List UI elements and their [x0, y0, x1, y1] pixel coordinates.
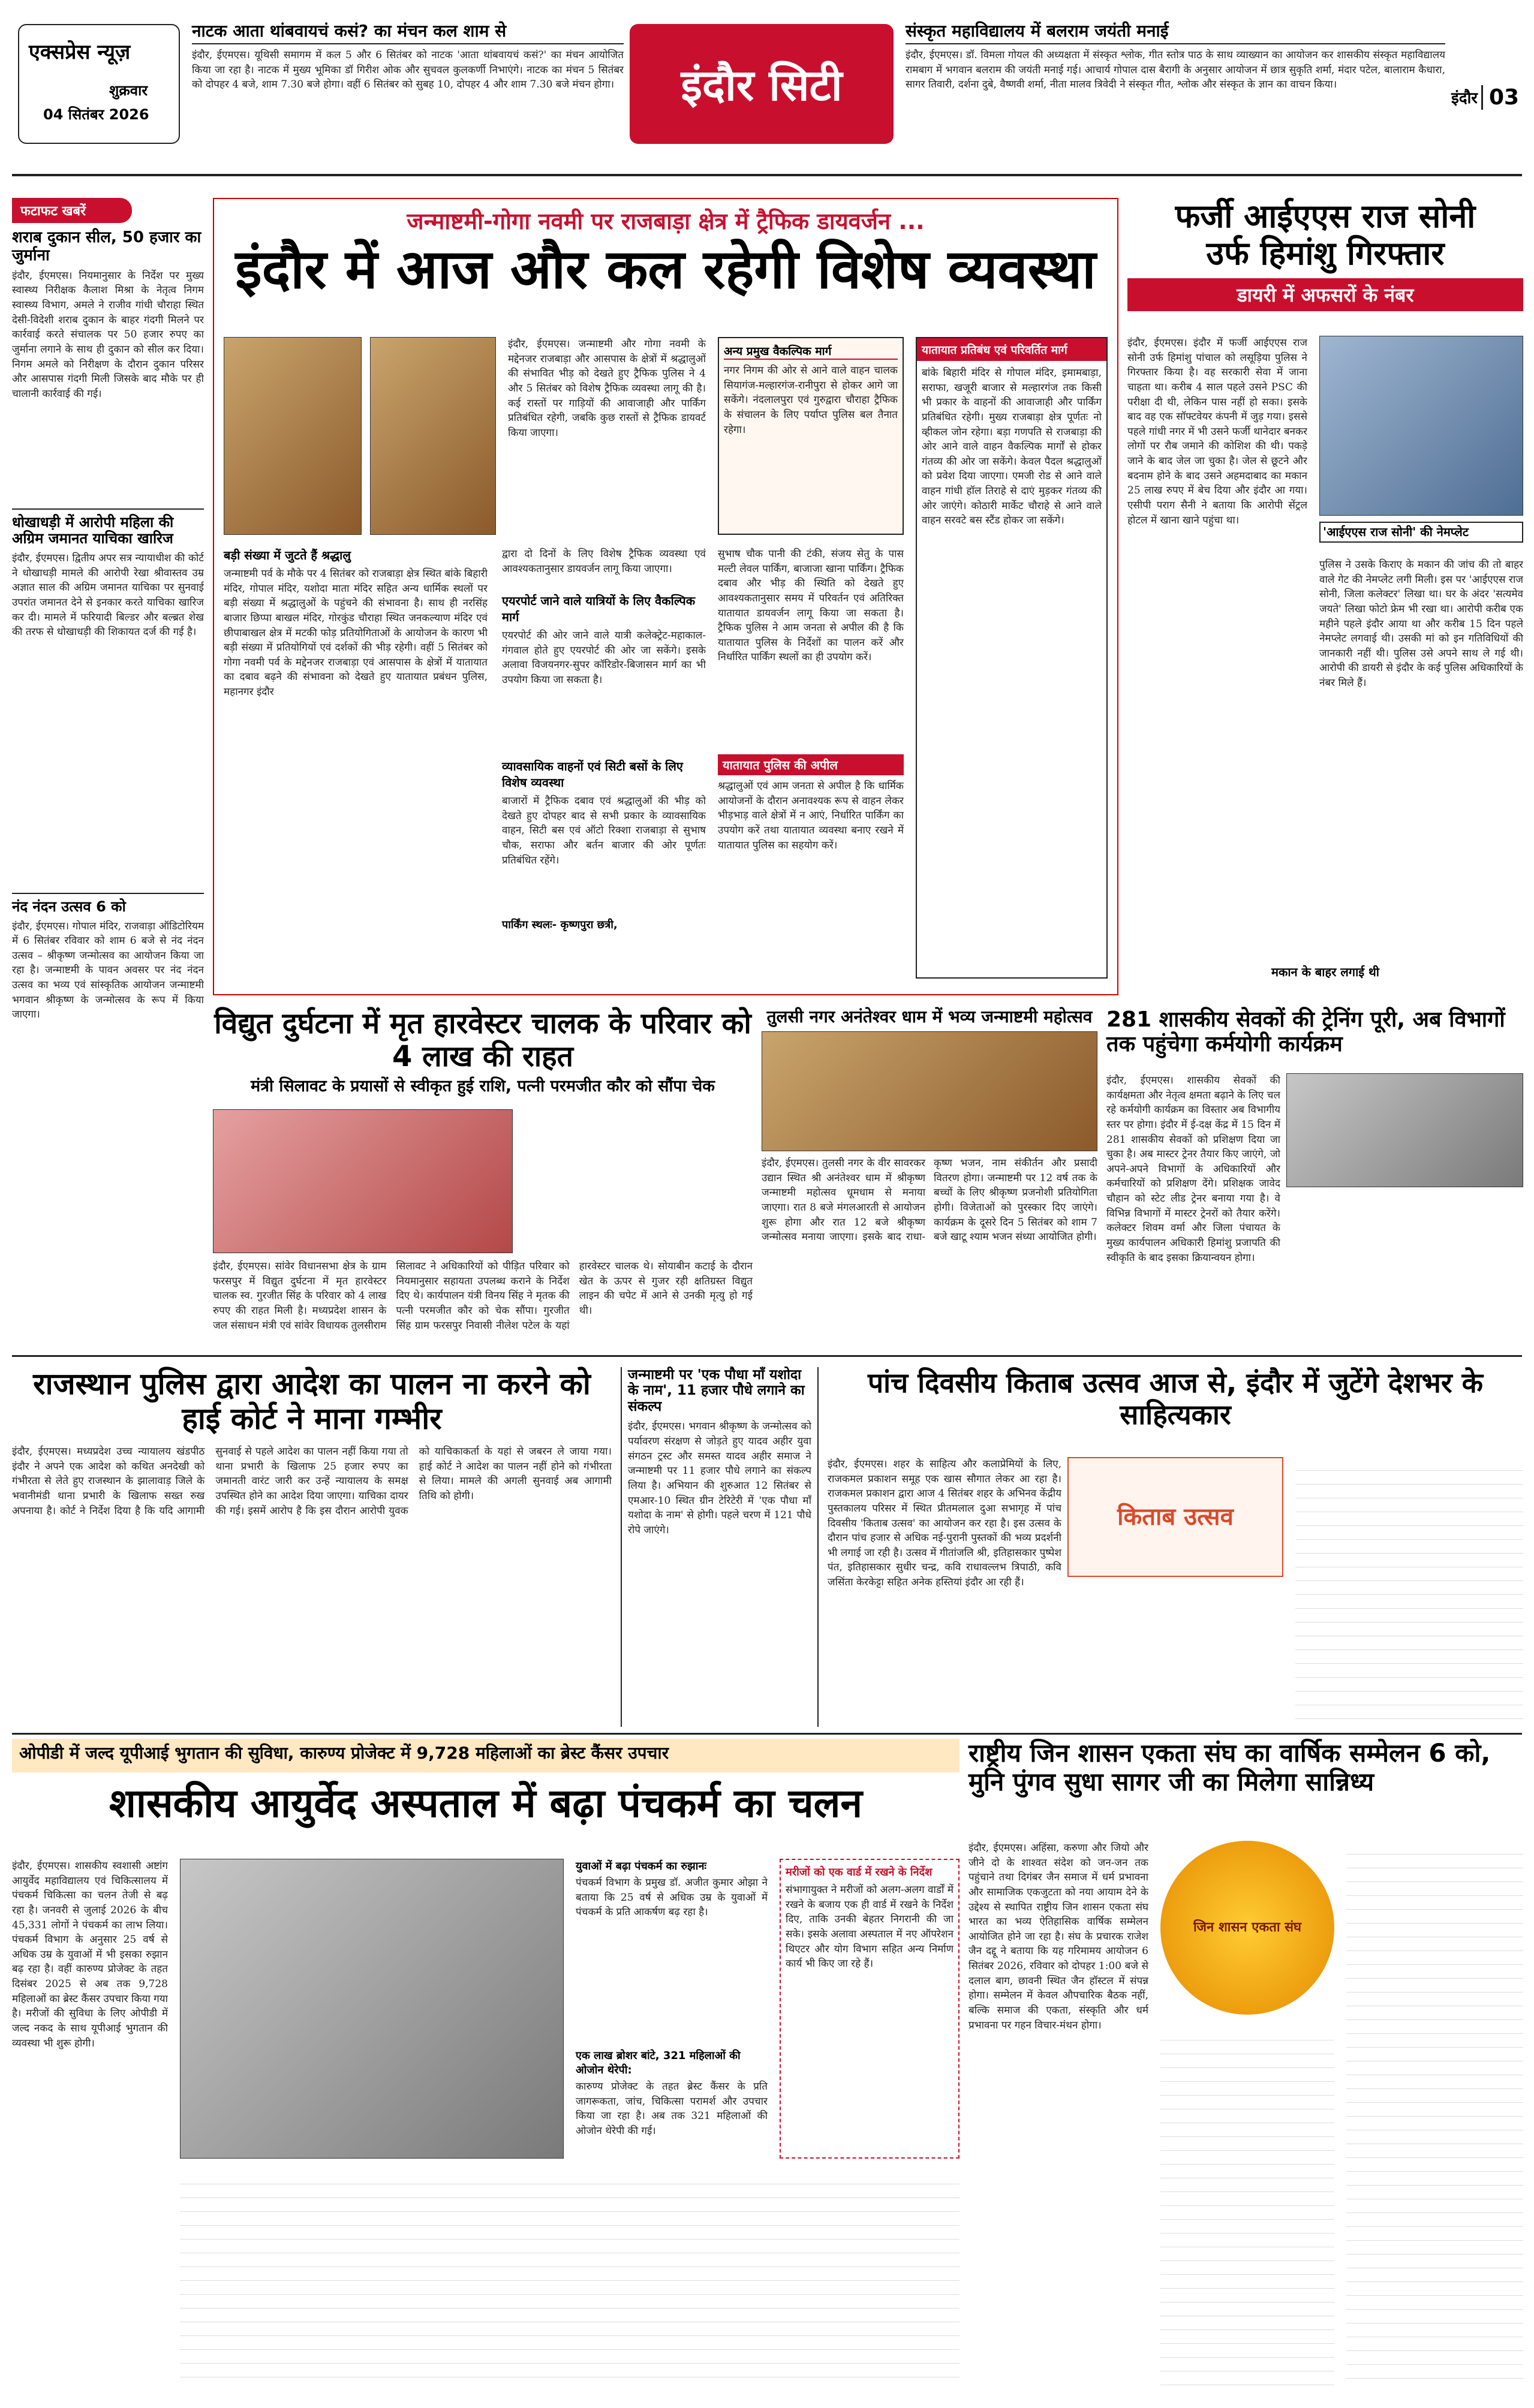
training-body: इंदौर, ईएमएस। शासकीय सेवकों की कार्यक्षमता और नेतृत्व क्षमता बढ़ाने के लिए चल रहे कर्मयोगी कार्यक्रम का विस्तार अब विभागीय स्तर पर होगा। इंदौर में ई-दक्ष केंद्र में 15 दिन में 281 शासकीय सेवकों को प्रशिक्षण दिया जा चुका है। अब मास्टर ट्रेनर तैयार किए जाएंगे, जो अपने-अपने विभागों के अधिकारियों और कर्मचारियों को प्रशिक्षण देंगे। प्रशिक्षक जावेद चौहान को स्टेट लीड ट्रेनर बनाया गया है। वे विभिन्न विभागों में मास्टर ट्रेनरों को तैयार करेंगे। कलेक्टर शिवम वर्मा और जिला पंचायत के मुख्य कार्यपालन अधिकारी हिमांशु प्रजापति की स्वीकृति के बाद इसका क्रियान्वयन होगा।	[1106, 1074, 1280, 1264]
top-left-head: नाटक आता थांबवायचं कसं? का मंचन कल शाम से	[192, 22, 624, 44]
top-left-story	[192, 22, 624, 159]
lead-body-3: द्वारा दो दिनों के लिए विशेष ट्रैफिक व्यवस्था एवं आवश्यकतानुसार डायवर्जन लागू किया जाएगा।	[502, 548, 706, 575]
ayurved-story	[12, 1739, 959, 2398]
lead-col-3	[718, 547, 904, 979]
tree-story	[621, 1367, 819, 1727]
lead-body-7: श्रद्धालुओं एवं आम जनता से अपील है कि धार्मिक आयोजनों के दौरान अनावश्यक रूप से वाहन लेकर भीड़भाड़ वाले क्षेत्रों में न आएं, निर्धारित पार्किंग का उपयोग करें तथा यातायात व्यवस्था बनाए रखने में यातायात पुलिस का सहयोग करें।	[718, 780, 904, 851]
krishna-photo	[224, 337, 362, 535]
fatafat-head: शराब दुकान सील, 50 हजार का जुर्माना	[12, 228, 201, 264]
lead-kicker: जन्माष्टमी-गोगा नवमी पर राजबाड़ा क्षेत्र में ट्रैफिक डायवर्जन ...	[407, 208, 925, 234]
lead-subhead: व्यावसायिक वाहनों एवं सिटी बसों के लिए विशेष व्यवस्था	[502, 759, 683, 790]
page-number: 03	[1481, 85, 1519, 110]
rajasthan-body: इंदौर, ईएमएस। मध्यप्रदेश उच्च न्यायालय खंडपीठ इंदौर ने अपने एक आदेश को कथित अनदेखी को गंभीरता से लेते हुए राजस्थान के झालावाड़ जिले के भवानीमंडी थाना प्रभारी के खिलाफ सख्त रुख अपनाया है। कोर्ट ने निर्देश दिया है कि यदि आगामी सुनवाई से पहले आदेश का पालन नहीं किया गया तो थाना प्रभारी के खिलाफ 25 हजार रुपए का जमानती वारंट जारी कर उन्हें न्यायालय के समक्ष उपस्थित होने का आदेश दिया जाएगा। याचिका दायर की गई। इसमें आरोप है कि इस दौरान आरोपी युवक को याचिकाकर्ता के यहां से जबरन ले जाया गया। हाई कोर्ट ने आदेश का पालन नहीं होने को गंभीरता से लिया। मामले की अगली सुनवाई अब आगामी तिथि को होगी।	[12, 1446, 612, 1517]
lead-appeal-head: यातायात पुलिस की अपील	[718, 754, 904, 775]
tulsi-story	[762, 1007, 1097, 1349]
fatafat-body: इंदौर, ईएमएस। द्वितीय अपर सत्र न्यायाधीश की कोर्ट ने धोखाधड़ी मामले की आरोपी रेखा श्रीवास्तव उम्र अज्ञात साल की अग्रिम जमानत याचिका पर सुनवाई उपरांत जमानत देने से इनकार करते याचिका खारिज कर दी। मामले में फरियादी बिल्डर और बल्ब्रत शेख की तरफ से धोखाधड़ी की शिकायत दर्ज की गई है।	[12, 552, 204, 639]
kitab-headline: पांच दिवसीय किताब उत्सव आज से, इंदौर में जुटेंगे देशभर के साहित्यकार	[867, 1366, 1484, 1431]
ayurved-side-head: एक लाख ब्रोशर बांटे, 321 महिलाओं की ओजोन थेरेपी:	[576, 2049, 741, 2076]
hospital-photo	[180, 1859, 564, 2159]
lead-body-2: जन्माष्टमी पर्व के मौके पर 4 सितंबर को राजबाड़ा क्षेत्र स्थित बांके बिहारी मंदिर, गोपाल मंदिर, यशोदा माता मंदिर सहित अन्य धार्मिक स्थलों पर बड़ी संख्या में श्रद्धालुओं के पहुंचने की संभावना है। साथ ही नरसिंह बाजार छिप्पा बाखल मंदिर, गोरकुंड चौराहा स्थित जनकल्याण मंदिर एवं छीपाबाखल क्षेत्र में मटकी फोड़ प्रतियोगिताओं के आयोजन के कारण भी बड़ी संख्या में प्रतियोगियों एवं दर्शकों की भीड़ रहेगी। वहीं 5 सितंबर को गोगा नवमी पर्व के मद्देनजर राजबाड़ा एवं आसपास के क्षेत्रों में यातायात का दबाव बढ़ने की संभावना को देखते हुए यातायात प्रबंधन पुलिस, महानगर इंदौर	[224, 568, 488, 699]
training-headline: 281 शासकीय सेवकों की ट्रेनिंग पूरी, अब विभागों तक पहुंचेगा कर्मयोगी कार्यक्रम	[1106, 1007, 1505, 1057]
kitab-story	[828, 1367, 1523, 1727]
top-right-head: संस्कृत महाविद्यालय में बलराम जयंती मनाई	[906, 22, 1445, 44]
jain-body-right	[1346, 1841, 1523, 2386]
jain-body: इंदौर, ईएमएस। अहिंसा, करुणा और जियो और जीने दो के शाश्वत संदेश को जन-जन तक पहुंचाने तथा दिगंबर जैन समाज में धर्म प्रभावना और सामाजिक एकजुटता को नया आयाम देने के उद्देश्य से स्थापित राष्ट्रीय जिन शासन एकता संघ भारत का भव्य ऐतिहासिक वार्षिक सम्मेलन आयोजित होने जा रहा है। संघ के प्रचारक राजेश जैन दद्दू ने बताया कि यह गरिमामय आयोजन 6 सितंबर 2026, रविवार को दोपहर 1:00 बजे से दलाल बाग, छावनी स्थित जैन हॉस्टल में संपन्न होगा। सम्मेलन में केवल औपचारिक बैठक नहीं, बल्कि समाज की एकता, संस्कृति और धर्म प्रभावना पर गहन विचार-मंथन होगा।	[968, 1842, 1148, 2031]
fatafat-sidebar	[12, 198, 204, 1139]
divider	[12, 1733, 1522, 1735]
kitab-logo-text: किताब उत्सव	[1117, 1503, 1234, 1531]
divider	[12, 1355, 1522, 1357]
fatafat-item	[12, 508, 204, 887]
fatafat-item	[12, 893, 204, 1117]
lead-subhead: एयरपोर्ट जाने वाले यात्रियों के लिए वैकल्पिक मार्ग	[502, 594, 696, 624]
ayurved-note	[780, 1859, 959, 2159]
top-right-story	[906, 22, 1445, 159]
fatafat-body: इंदौर, ईएमएस। गोपाल मंदिर, राजवाड़ा ऑडिटोरियम में 6 सितंबर रविवार को शाम 6 बजे से नंद नंदन उत्सव – श्रीकृष्ण जन्मोत्सव का आयोजन किया जा रहा है। जन्माष्टमी के पावन अवसर पर नंद नंदन उत्सव का भव्य एवं सांस्कृतिक आयोजन जन्माष्टमी भगवान श्रीकृष्ण के जन्मोत्सव के रूप में किया जाएगा।	[12, 920, 204, 1021]
fatafat-head: नंद नंदन उत्सव 6 को	[12, 898, 126, 915]
ayurved-side-body: कारुण्य प्रोजेक्ट के तहत ब्रेस्ट कैंसर के प्रति जागरूकता, जांच, चिकित्सा परामर्श और उपचार किया जा रहा है। अब तक 321 महिलाओं की ओजोन थेरेपी की गई।	[576, 2081, 768, 2137]
electric-body: इंदौर, ईएमएस। सांवेर विधानसभा क्षेत्र के ग्राम फरसपुर में विद्युत दुर्घटना में मृत हारवेस्टर चालक स्व. गुरजीत सिंह के परिवार को 4 लाख रुपए की राहत मिली है। मध्यप्रदेश शासन के जल संसाधन मंत्री एवं सांवेर विधायक तुलसीराम सिलावट ने अधिकारियों को पीड़ित परिवार को नियमानुसार सहायता उपलब्ध कराने के निर्देश दिए थे। कार्यपालन यंत्री विनय सिंह ने मृतक की पत्नी परमजीत कौर को चेक सौंपा। गुरजीत सिंह ग्राम फरसपुर निवासी नीलेश पटेल के यहां हारवेस्टर चालक थे। सोयाबीन कटाई के दौरान खेत के ऊपर से गुजर रही क्षतिग्रस्त विद्युत लाइन की चपेट में आने से उनकी मृत्यु हो गई थी।	[213, 1260, 753, 1332]
lead-col-2	[502, 547, 706, 979]
ayurved-side-body: पंचकर्म विभाग के प्रमुख डॉ. अजीत कुमार ओझा ने बताया कि 25 वर्ष से अधिक उम्र के युवाओं में पंचकर्म के प्रति आकर्षण बढ़ रहा है।	[576, 1877, 768, 1919]
fake-ias-headline-1: फर्जी आईएएस राज सोनी	[1175, 197, 1476, 235]
ayurved-topbar-text: ओपीडी में जल्द यूपीआई भुगतान की सुविधा, कारुण्य प्रोजेक्ट में 9,728 महिलाओं का ब्रेस्ट कैंसर उपचार	[19, 1743, 669, 1763]
tree-body: इंदौर, ईएमएस। भगवान श्रीकृष्ण के जन्मोत्सव को पर्यावरण संरक्षण से जोड़ते हुए यादव अहीर युवा संगठन ट्रस्ट और समस्त यादव अहीर समाज ने जन्माष्टमी पर 11 हजार पौधे लगाने का संकल्प लिया है। अभियान की शुरुआत 12 सितंबर से एमआर-10 स्थित ग्रीन टेरिटेरी में 'एक पौधा माँ यशोदा के नाम' से होगी। पहले चरण में 121 पौधे रोपे जाएंगे।	[628, 1420, 811, 1536]
tulsi-body: इंदौर, ईएमएस। तुलसी नगर के वीर सावरकर उद्यान स्थित श्री अनंतेश्वर धाम में श्रीकृष्ण जन्माष्टमी महोत्सव धूमधाम से मनाया जाएगा। रात 8 बजे मंगलआरती से आयोजन शुरू होगा और रात 12 बजे श्रीकृष्ण जन्मोत्सव मनाया जाएगा। इसके बाद राधा-कृष्ण भजन, नाम संकीर्तन और प्रसादी वितरण होगा। जन्माष्टमी पर 12 वर्ष तक के बच्चों के लिए श्रीकृष्ण प्रजनोशी प्रतियोगिता होगी। विजेताओं को पुरस्कार दिए जाएंगे। कार्यक्रम के दूसरे दिन 5 सितंबर को शाम 7 बजे खाटू श्याम भजन संध्या आयोजित होगी।	[762, 1157, 1097, 1244]
ayurved-side-head: युवाओं में बढ़ा पंचकर्म का रुझानः	[576, 1860, 707, 1873]
fake-ias-body: इंदौर, ईएमएस। इंदौर में फर्जी आईएएस राज सोनी उर्फ हिमांशु पांचाल को लसूड़िया पुलिस ने गिरफ्तार किया है। वह सरकारी सेवा में जाना चाहता था। करीब 4 साल पहले उसने PSC की परीक्षा दी थी, लेकिन पास नहीं हो सका। इसके बाद वह एक सॉफ्टवेयर कंपनी में जुड़ गया। इससे पहले गांधी नगर में भी उसने फर्जी थानेदार बनकर लोगों पर रौब जमाने की कोशिश की थी। पकड़े जाने के बाद जेल जा चुका है। जेल से छूटने और बदनाम होने के बाद उसने अहमदाबाद का मकान 25 लाख रुपए में बेच दिया और इंदौर आ गया। एसीपी पराग सैनी ने बताया कि आरोपी सेंट्रल होटल में खाना खाने पहुंचा था।	[1127, 337, 1307, 526]
brand-box	[18, 24, 180, 144]
lead-col-1	[224, 547, 488, 979]
jain-story	[968, 1739, 1523, 2398]
lead-story	[213, 198, 1118, 995]
nameplate-caption	[1319, 522, 1523, 543]
fatafat-item	[12, 229, 204, 502]
brand-name: एक्सप्रेस न्यूज़	[29, 40, 131, 64]
alt-route-box	[718, 337, 904, 535]
section-title: इंदौर सिटी	[681, 60, 843, 110]
cheque-photo	[213, 1109, 513, 1253]
jain-logo-text: जिन शासन एकता संघ	[1193, 1920, 1302, 1936]
kitab-body-right	[1295, 1457, 1523, 1727]
section-badge	[630, 24, 894, 144]
restriction-head: यातायात प्रतिबंध एवं परिवर्तित मार्ग	[917, 338, 1106, 361]
ayurved-body: इंदौर, ईएमएस। शासकीय स्वशासी अष्टांग आयुर्वेद महाविद्यालय एवं चिकित्सालय में पंचकर्म चिकित्सा का चलन तेजी से बढ़ रहा है। जनवरी से जुलाई 2026 के बीच 45,331 लोगों ने पंचकर्म का लाभ लिया। पंचकर्म विभाग के अनुसार 25 वर्ष से अधिक उम्र के युवाओं में भी इसका रुझान बढ़ रहा है। वहीं कारुण्य प्रोजेक्ट के तहत दिसंबर 2025 से अब तक 9,728 महिलाओं का ब्रेस्ट कैंसर उपचार किया गया है। मरीजों की सुविधा के लिए ओपीडी में जल्द नकद के साथ यूपीआई भुगतान की व्यवस्था भी शुरू होगी।	[12, 1860, 168, 2049]
fake-ias-body-2: पुलिस ने उसके किराए के मकान की जांच की तो बाहर वाले गेट की नेमप्लेट लगी मिली। इस पर 'आईएएस राज सोनी, जिला कलेक्टर' लिखा था। घर के अंदर 'सत्यमेव जयते' लिखा फोटो फ्रेम भी रखा था। आरोपी करीब एक महीने पहले इंदौर आया था और करीब 15 दिन पहले नेमप्लेट लगवाई थी। उसकी मां को इन गतिविधियों की जानकारी नहीं थी। पुलिस उसे अपने साथ ले गई थी। आरोपी की डायरी से इंदौर के कई पुलिस अधिकारियों के नंबर मिले हैं।	[1319, 559, 1523, 690]
ayurved-topbar	[12, 1739, 959, 1772]
nameplate-caption-text: 'आईएएस राज सोनी' की नेमप्लेट	[1323, 525, 1469, 539]
rajasthan-story	[12, 1367, 612, 1727]
lead-body-6: सुभाष चौक पानी की टंकी, संजय सेतु के पास मल्टी लेवल पार्किंग, बाजाजा खाना पार्किंग। ट्रैफिक दबाव और भीड़ की स्थिति को देखते हुए आवश्यकतानुसार समय में परिवर्तन एवं अतिरिक्त यातायात डायवर्जन लागू किया जा सकता है। ट्रैफिक पुलिस ने आम जनता से अपील की है कि यातायात पुलिस के निर्देशों का पालन करें और निर्धारित पार्किंग स्थलों का ही उपयोग करें।	[718, 548, 904, 664]
lead-body-4: एयरपोर्ट की ओर जाने वाले यात्री कलेक्ट्रेट-महाकाल-गंगवाल होते हुए एयरपोर्ट की ओर जा सकेंगे। इसके अलावा विजयनगर-सुपर कॉरिडोर-बिजासन मार्ग का भी उपयोग किया जा सकता है।	[502, 630, 706, 686]
fake-ias-footer: मकान के बाहर लगाई थी	[1271, 965, 1379, 979]
alt-route-head: अन्य प्रमुख वैकल्पिक मार्ग	[724, 343, 898, 360]
ayurved-lower-text	[180, 2171, 959, 2386]
fake-ias-bar: डायरी में अफसरों के नंबर	[1127, 278, 1523, 311]
arrest-photo	[1319, 336, 1523, 516]
fatafat-label: फटाफट खबरें	[12, 198, 132, 223]
lead-headline: इंदौर में आज और कल रहेगी विशेष व्यवस्था	[235, 237, 1096, 301]
masthead-city: इंदौर	[1451, 89, 1478, 107]
parking-line: पार्किंग स्थलः- कृष्णपुरा छत्री,	[502, 919, 618, 931]
top-left-body: इंदौर, ईएमएस। यूथिसी समागम में कल 5 और 6 सितंबर को नाटक 'आता थांबवायचं कसं?' का मंचन आयोजित किया जा रहा है। नाटक में मुख्य भूमिका डॉ गिरीश ओक और सुचवल कुलकर्णी निभाएंगे। नाटक का मंचन 5 सितंबर को दोपहर 4 बजे, शाम 7.30 बजे होगा। वहीं 6 सितंबर को सुबह 10, दोपहर 4 और शाम 7.30 बजे मंचन होगा।	[192, 49, 624, 91]
masthead	[0, 0, 1534, 180]
fatafat-body: इंदौर, ईएमएस। नियमानुसार के निर्देश पर मुख्य स्वास्थ्य निरीक्षक कैलाश मिश्रा के नेतृत्व निगम स्वास्थ्य विभाग, अमले ने राजीव गांधी चौराहा स्थित देसी-विदेशी शराब दुकान के बाहर गंदगी मिलने पर कार्रवाई करते संचालक पर 50 हजार रुपए का जुर्माना लगाने के साथ ही दुकान को सील कर दिया। निगम अमले को निरीक्षण के दौरान दुकान परिसर और आसपास गंदगी मिली जिसके बाद मौके पर ही चालानी कार्रवाई की गई।	[12, 269, 204, 400]
tulsi-headline: तुलसी नगर अनंतेश्वर धाम में भव्य जन्माष्टमी महोत्सव	[766, 1007, 1093, 1027]
alt-route-body: नगर निगम की ओर से आने वाले वाहन चालक सियागंज-मल्हारगंज-रानीपुरा से होकर आगे जा सकेंगे। नंदलालपुरा एवं गुरुद्वारा चौराहा ट्रैफिक के संचालन के लिए पर्याप्त पुलिस बल तैनात रहेगा।	[724, 365, 898, 436]
electric-subhead: मंत्री सिलावट के प्रयासों से स्वीकृत हुई राशि, पत्नी परमजीत कौर को सौंपा चेक	[250, 1077, 715, 1096]
electric-story	[213, 1007, 753, 1349]
tree-headline: जन्माष्टमी पर 'एक पौधा माँ यशोदा के नाम', 11 हजार पौधे लगाने का संकल्प	[628, 1367, 805, 1414]
electric-headline: विद्युत दुर्घटना में मृत हारवेस्टर चालक के परिवार को 4 लाख की राहत	[214, 1007, 751, 1074]
lead-subhead: बड़ी संख्या में जुटते हैं श्रद्धालु	[224, 548, 351, 562]
ayurved-headline: शासकीय आयुर्वेद अस्पताल में बढ़ा पंचकर्म का चलन	[109, 1780, 863, 1826]
fake-ias-story	[1127, 198, 1523, 995]
restriction-box	[916, 337, 1108, 979]
temple-photo	[762, 1031, 1097, 1151]
jain-logo	[1160, 1841, 1334, 2015]
kitab-body: इंदौर, ईएमएस। शहर के साहित्य और कलाप्रेमियों के लिए, राजकमल प्रकाशन समूह एक खास सौगात लेकर आ रहा है। राजकमल प्रकाशन द्वारा आज 4 सितंबर शहर के अभिनव केंद्रीय पुस्तकालय परिसर में स्थित प्रीतमलाल दुआ सभागृह में पांच दिवसीय 'किताब उत्सव' का आयोजन कर रहा है। इस उत्सव के दौरान पांच हजार से अधिक नई-पुरानी पुस्तकों की भव्य प्रदर्शनी भी लगाई जा रही है। उत्सव में गीतांजलि श्री, इतिहासकार पुष्पेश पंत, इतिहासकार सुधीर चन्द्र, कवि राधावल्लभ त्रिपाठी, कवि जसिंता केरकेट्टा सहित अनेक हस्तियां इंदौर आ रही हैं।	[828, 1458, 1061, 1589]
masthead-date: 04 सितंबर 2026	[43, 106, 149, 123]
top-right-body: इंदौर, ईएमएस। डॉ. विमला गोयल की अध्यक्षता में संस्कृत श्लोक, गीत स्तोत्र पाठ के साथ व्याख्यान का आयोजन कर शासकीय संस्कृत महाविद्यालय रामबाग में भगवान बलराम की जयंती मनाई गई। आचार्य गोपाल दास बैरागी के अनुसार आयोजन में छात्र सुकृति शर्मा, मंदार पटेल, बालाराम कैधारा, सागर तिवारी, दर्शना दुबे, वैष्णवी शर्मा, नीता मालव त्रिवेदी ने संस्कृत गीत, श्लोक और संस्कृत के ज्ञान का वाचन किया।	[906, 49, 1445, 91]
fatafat-head: धोखाधड़ी में आरोपी महिला की अग्रिम जमानत याचिका खारिज	[12, 513, 174, 547]
training-photo	[1286, 1073, 1523, 1187]
krishna-photo-2	[370, 337, 496, 535]
jain-body-mid	[1160, 2027, 1334, 2386]
restriction-body: बांके बिहारी मंदिर से गोपाल मंदिर, इमामबाड़ा, सराफा, खजूरी बाजार से मल्हारगंज तक किसी भी प्रकार के वाहनों की आवाजाही और पार्किंग प्रतिबंधित रहेगी। मुख्य राजबाड़ा क्षेत्र पूर्णतः नो व्हीकल जोन रहेगा। बड़ा गणपति से राजबाड़ा की ओर आने वाले वाहन वैकल्पिक मार्गों से होकर गंतव्य की ओर जा सकेंगे। केवल पैदल श्रद्धालुओं को प्रवेश दिया जाएगा। एमजी रोड से आने वाले वाहन गांधी हॉल तिराहे से दाएं मुड़कर गंतव्य की ओर जाएंगे। कोठारी मार्केट चौराहे से आने वाले वाहन सरवटे बस स्टैंड होकर जा सकेंगे।	[922, 367, 1102, 527]
jain-headline: राष्ट्रीय जिन शासन एकता संघ का वार्षिक सम्मेलन 6 को, मुनि पुंगव सुधा सागर जी का मिलेगा सान्निध्य	[968, 1738, 1491, 1797]
ayurved-note-head: मरीजों को एक वार्ड में रखने के निर्देश	[786, 1866, 933, 1879]
fake-ias-headline-2: उर्फ हिमांशु गिरफ्तार	[1206, 234, 1445, 273]
lead-body-1: इंदौर, ईएमएस। जन्माष्टमी और गोगा नवमी के मद्देनजर राजबाड़ा और आसपास के क्षेत्रों में श्रद्धालुओं की संभावित भीड़ को देखते हुए ट्रैफिक पुलिस ने 4 और 5 सितंबर को विशेष ट्रैफिक व्यवस्था लागू की है। कई रास्तों पर गाड़ियों की आवाजाही और पार्किंग प्रतिबंधित रहेगी, जबकि कुछ रास्तों से ट्रैफिक डायवर्ट किया जाएगा।	[508, 338, 706, 439]
training-story	[1106, 1007, 1523, 1349]
masthead-day: शुक्रवार	[109, 82, 148, 99]
rajasthan-headline: राजस्थान पुलिस द्वारा आदेश का पालन ना करने को हाई कोर्ट ने माना गम्भीर	[33, 1366, 591, 1436]
masthead-rule	[12, 174, 1522, 176]
lead-body-5: बाजारों में ट्रैफिक दबाव एवं श्रद्धालुओं की भीड़ को देखते हुए दोपहर बाद से सभी प्रकार के व्यावसायिक वाहन, सिटी बस एवं ऑटो रिक्शा राजबाड़ा से सुभाष चौक, सराफा और बर्तन बाजार की ओर पूर्णतः प्रतिबंधित रहेंगे।	[502, 795, 706, 866]
kitab-logo	[1067, 1457, 1283, 1577]
ayurved-note-body: संभागायुक्त ने मरीजों को अलग-अलग वार्डों में रखने के बजाय एक ही वार्ड में रखने के निर्देश दिए, ताकि उनकी बेहतर निगरानी की जा सके। इसके अलावा अस्पताल में नए ऑपरेशन थिएटर और योग विभाग सहित अन्य निर्माण कार्य भी किए जा रहे हैं।	[786, 1884, 954, 1970]
